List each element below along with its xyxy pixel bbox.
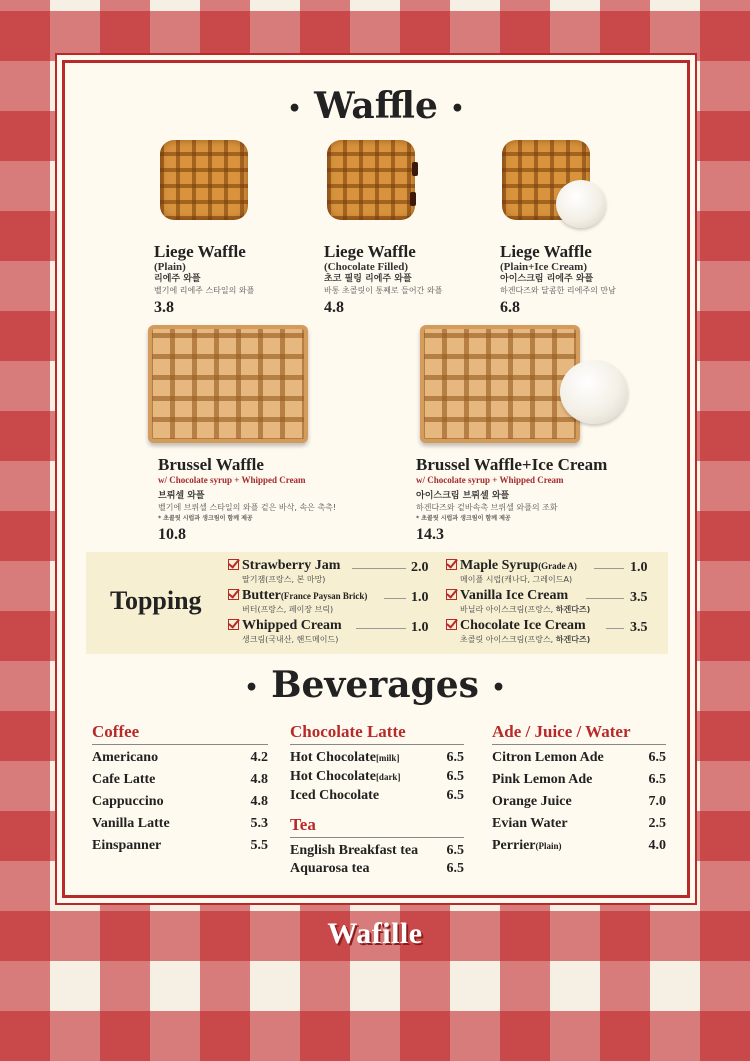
checkbox-icon <box>228 589 239 600</box>
liege-plain-image <box>160 140 248 220</box>
item-description: 벨기에 리에주 스타일의 와플 <box>154 286 255 295</box>
item-price: 14.3 <box>416 526 444 543</box>
topping-price: 3.5 <box>630 590 648 605</box>
menu-item-liege-chocolate <box>324 243 489 317</box>
leader-line <box>352 568 406 569</box>
topping-item-maple-syrup <box>446 558 577 585</box>
menu-item-brussel <box>158 456 398 544</box>
menu-row: Einspanner 5.5 <box>92 838 268 853</box>
item-price: 3.8 <box>154 299 174 316</box>
beverages-section-title: • Beverages • <box>244 664 506 706</box>
checkbox-icon <box>446 559 457 570</box>
waffle-section-title: • Waffle • <box>287 85 465 127</box>
item-korean-name: 브뤼셀 와플 <box>158 491 205 501</box>
liege-chocolate-image <box>327 140 415 220</box>
item-sub: w/ Chocolate syrup + Whipped Cream <box>158 475 306 485</box>
item-korean-name: 아이스크림 브뤼셀 와플 <box>416 491 510 501</box>
topping-item-whipped-cream <box>228 618 342 645</box>
menu-row: Orange Juice 7.0 <box>492 794 666 809</box>
topping-name-note: (Grade A) <box>538 561 577 571</box>
topping-name: Maple Syrup <box>460 558 539 573</box>
topping-panel <box>86 552 668 654</box>
topping-name: Butter <box>242 588 281 603</box>
leader-line <box>356 628 406 629</box>
menu-item-liege-plain <box>154 243 314 317</box>
item-korean-name: 리에주 와플 <box>154 274 201 284</box>
menu-row: Citron Lemon Ade 6.5 <box>492 750 666 765</box>
tea-heading: Tea <box>290 815 464 838</box>
menu-row: Aquarosa tea 6.5 <box>290 861 464 876</box>
menu-row: Cappuccino 4.8 <box>92 794 268 809</box>
topping-korean: 초콜릿 아이스크림(프랑스, <box>460 635 556 644</box>
item-name: Liege Waffle <box>324 242 416 261</box>
menu-row: Evian Water 2.5 <box>492 816 666 831</box>
leader-line <box>594 568 624 569</box>
topping-price: 3.5 <box>630 620 648 635</box>
leader-line <box>384 598 406 599</box>
topping-name: Whipped Cream <box>242 618 342 633</box>
menu-row: Hot Chocolate[dark] 6.5 <box>290 769 464 784</box>
item-name: Brussel Waffle <box>158 455 264 474</box>
item-sub: (Chocolate Filled) <box>324 261 409 273</box>
topping-item-vanilla-ice-cream <box>446 588 590 615</box>
topping-price: 2.0 <box>411 560 429 575</box>
item-price: 10.8 <box>158 526 186 543</box>
item-description: 바통 초콜릿이 통째로 들어간 와플 <box>324 286 443 295</box>
menu-row: Americano 4.2 <box>92 750 268 765</box>
item-name: Brussel Waffle+Ice Cream <box>416 455 608 474</box>
item-sub: (Plain) <box>154 261 186 273</box>
leader-line <box>606 628 624 629</box>
topping-name: Vanilla Ice Cream <box>460 588 569 603</box>
item-description: 벨기에 브뤼셀 스타일의 와플 겉은 바삭, 속은 촉촉! <box>158 503 337 512</box>
topping-price: 1.0 <box>411 590 429 605</box>
topping-item-strawberry-jam <box>228 558 340 585</box>
item-description: 하겐다즈와 달콤한 리에주의 만남 <box>500 286 616 295</box>
item-korean-name: 초코 필링 리에주 와플 <box>324 274 412 284</box>
brussel-waffle-image <box>148 325 308 443</box>
topping-korean: 생크림(국내산, 핸드메이드) <box>242 635 339 644</box>
menu-row: Pink Lemon Ade 6.5 <box>492 772 666 787</box>
topping-name: Chocolate Ice Cream <box>460 618 586 633</box>
chocolate-column <box>290 722 464 878</box>
item-price: 4.8 <box>324 299 344 316</box>
chocolate-piece-icon <box>412 162 418 176</box>
menu-row: Hot Chocolate[milk] 6.5 <box>290 750 464 765</box>
item-sub: w/ Chocolate syrup + Whipped Cream <box>416 475 564 485</box>
checkbox-icon <box>446 589 457 600</box>
topping-name-note: (France Paysan Brick) <box>280 591 368 601</box>
topping-name: Strawberry Jam <box>242 558 341 573</box>
item-sub: (Plain+Ice Cream) <box>500 261 588 273</box>
menu-row: Cafe Latte 4.8 <box>92 772 268 787</box>
topping-korean: 버터(프랑스, 페이장 브릭) <box>242 605 334 614</box>
menu-item-brussel-icecream <box>416 456 666 544</box>
item-note: * 초콜릿 시럽과 생크림이 함께 제공 <box>158 515 253 522</box>
item-name: Liege Waffle <box>500 242 592 261</box>
item-note: * 초콜릿 시럽과 생크림이 함께 제공 <box>416 515 511 522</box>
leader-line <box>586 598 624 599</box>
topping-label: Topping <box>110 586 202 615</box>
topping-price: 1.0 <box>411 620 429 635</box>
ice-cream-scoop-icon <box>556 180 606 228</box>
topping-item-butter <box>228 588 367 615</box>
menu-row: Vanilla Latte 5.3 <box>92 816 268 831</box>
topping-price: 1.0 <box>630 560 648 575</box>
checkbox-icon <box>228 559 239 570</box>
item-price: 6.8 <box>500 299 520 316</box>
coffee-column <box>92 722 268 857</box>
brand-logo: Wafille <box>327 917 423 950</box>
ice-cream-scoop-icon <box>560 360 628 424</box>
checkbox-icon <box>228 619 239 630</box>
ade-heading: Ade / Juice / Water <box>492 722 666 745</box>
topping-korean-brand: 하겐다즈) <box>555 605 591 614</box>
brussel-icecream-image <box>420 325 580 443</box>
ade-column <box>492 722 666 857</box>
item-korean-name: 아이스크림 리에주 와플 <box>500 274 594 284</box>
menu-row: Iced Chocolate 6.5 <box>290 788 464 803</box>
topping-korean: 딸기잼(프랑스, 본 마망) <box>242 575 326 584</box>
menu-row: English Breakfast tea 6.5 <box>290 843 464 858</box>
item-description: 하겐다즈와 겉바속촉 브뤼셀 와플의 조화 <box>416 503 558 512</box>
topping-item-chocolate-ice-cream <box>446 618 590 645</box>
coffee-heading: Coffee <box>92 722 268 745</box>
chocolate-heading: Chocolate Latte <box>290 722 464 745</box>
menu-item-liege-icecream <box>500 243 650 317</box>
checkbox-icon <box>446 619 457 630</box>
topping-korean: 바닐라 아이스크림(프랑스, <box>460 605 556 614</box>
chocolate-piece-icon <box>410 192 416 206</box>
item-name: Liege Waffle <box>154 242 246 261</box>
topping-korean: 메이플 시럽(캐나다, 그레이드A) <box>460 575 573 584</box>
menu-row: Perrier(Plain) 4.0 <box>492 838 666 853</box>
topping-korean-brand: 하겐다즈) <box>555 635 591 644</box>
